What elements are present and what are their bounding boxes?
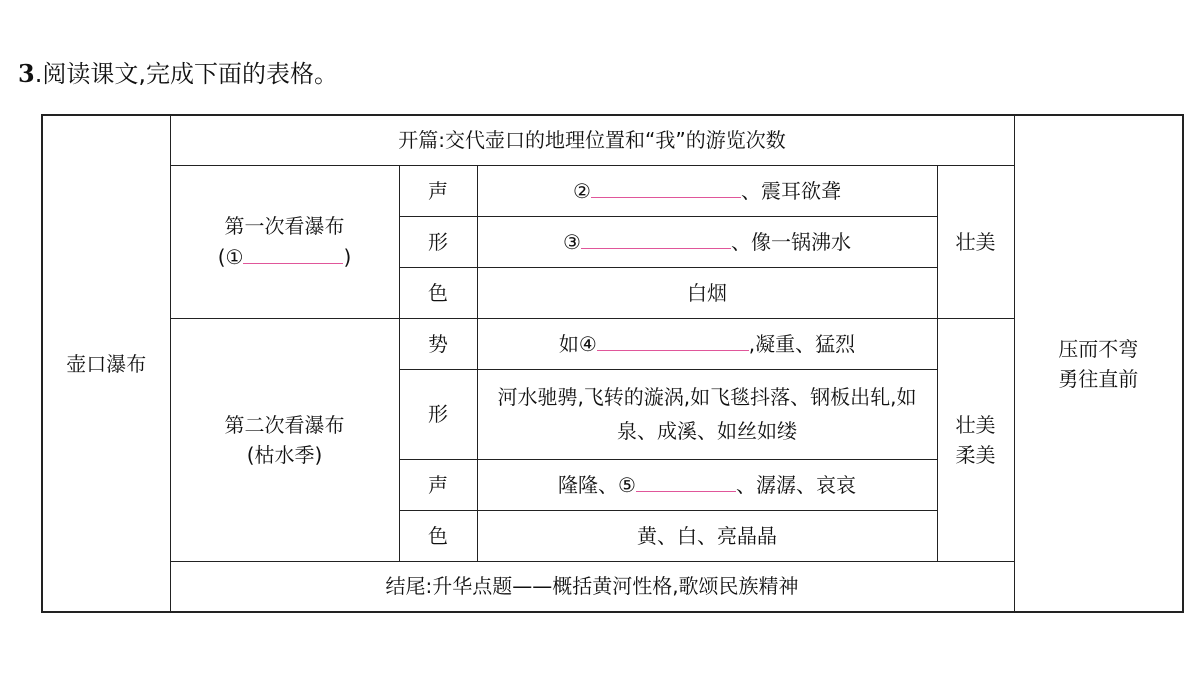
content-text: 白烟 [687, 280, 727, 305]
content-cell [477, 369, 937, 459]
paren-open: ( [217, 245, 226, 269]
second-visit-cell [170, 318, 399, 561]
content-cell [477, 510, 937, 561]
aspect-cell [399, 510, 477, 561]
ending-text: 结尾:升华点题——概括黄河性格,歌颂民族精神 [385, 574, 799, 599]
spirit-line-1: 压而不弯 [1058, 336, 1139, 361]
second-feature-cell [937, 318, 1014, 561]
opening-cell [170, 115, 1014, 165]
content-cell [477, 165, 937, 216]
first-feature-cell [937, 165, 1014, 318]
aspect-label: 势 [428, 331, 448, 356]
spirit-cell [1014, 115, 1183, 612]
content-text: 、震耳欲聋 [740, 179, 841, 203]
content-prefix: 如 [558, 332, 579, 356]
question-text: .阅读课文,完成下面的表格。 [34, 60, 338, 88]
aspect-cell [399, 165, 477, 216]
content-cell [477, 318, 937, 369]
spirit-line-2: 勇往直前 [1058, 366, 1139, 391]
aspect-label: 声 [428, 178, 448, 203]
content-text: 河水驰骋,飞转的漩涡,如飞毯抖落、钢板出轧,如泉、成溪、如丝如缕 [497, 385, 917, 443]
ending-cell [170, 561, 1014, 612]
content-cell [477, 267, 937, 318]
second-feature-1: 壮美 [955, 412, 996, 437]
answer-blank-4[interactable] [597, 328, 749, 351]
content-cell [477, 216, 937, 267]
aspect-cell [399, 459, 477, 510]
content-text: 、像一锅沸水 [730, 230, 851, 254]
first-visit-blank-line [171, 241, 399, 272]
content-text: 、潺潺、哀哀 [735, 473, 856, 497]
answer-blank-2[interactable] [591, 175, 741, 198]
blank-marker-5: ⑤ [618, 473, 636, 497]
aspect-label: 形 [428, 229, 448, 254]
second-feature-2: 柔美 [955, 442, 996, 467]
summary-table [41, 114, 1184, 613]
aspect-label: 声 [428, 472, 448, 497]
question-heading [18, 58, 338, 90]
second-visit-season: (枯水季) [246, 442, 323, 467]
answer-blank-5[interactable] [636, 469, 736, 492]
aspect-cell [399, 267, 477, 318]
aspect-cell [399, 216, 477, 267]
blank-marker-1: ① [225, 245, 244, 269]
opening-text: 开篇:交代壶口的地理位置和“我”的游览次数 [398, 128, 786, 153]
aspect-cell [399, 318, 477, 369]
left-label: 壶口瀑布 [66, 351, 147, 376]
question-number: 3 [18, 59, 35, 88]
aspect-label: 色 [428, 280, 448, 305]
paren-close: ) [343, 245, 352, 269]
answer-blank-1[interactable] [243, 241, 343, 264]
first-feature: 壮美 [955, 229, 996, 254]
content-prefix: 隆隆、 [558, 473, 619, 497]
content-text: 黄、白、亮晶晶 [637, 523, 777, 548]
blank-marker-3: ③ [563, 230, 581, 254]
aspect-cell [399, 369, 477, 459]
left-label-cell [42, 115, 170, 612]
first-visit-cell [170, 165, 399, 318]
aspect-label: 色 [428, 523, 448, 548]
second-visit-title: 第二次看瀑布 [224, 412, 345, 437]
first-visit-title: 第一次看瀑布 [224, 214, 345, 238]
blank-marker-2: ② [573, 179, 591, 203]
aspect-label: 形 [428, 402, 448, 426]
content-text: ,凝重、猛烈 [748, 332, 856, 356]
blank-marker-4: ④ [578, 332, 597, 356]
answer-blank-3[interactable] [581, 226, 731, 249]
content-cell [477, 459, 937, 510]
